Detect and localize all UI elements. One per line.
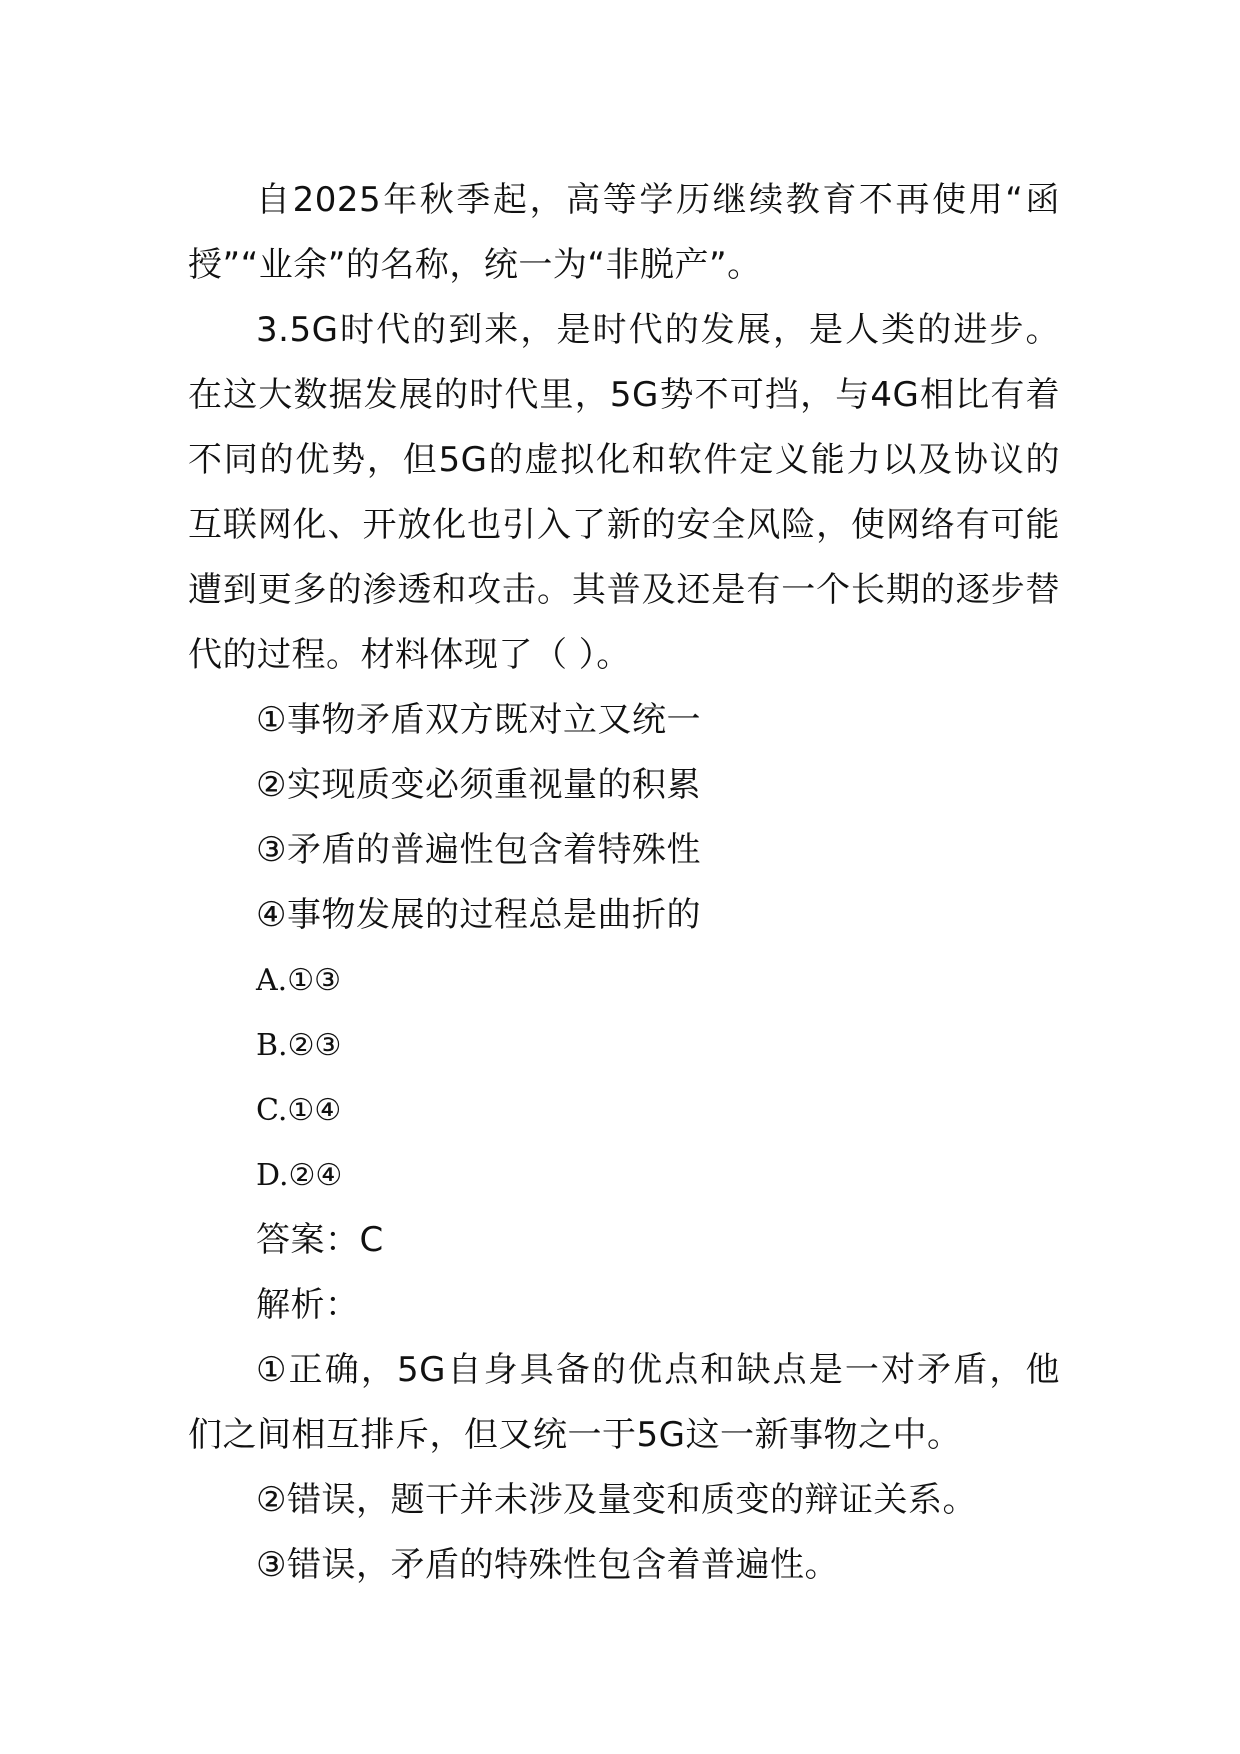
- choice-c: C.①④: [256, 1093, 342, 1128]
- intro-paragraph: 自2025年秋季起，高等学历继续教育不再使用“函授”“业余”的名称，统一为“非脱产”。: [188, 180, 1060, 285]
- statement-4: ④事物发展的过程总是曲折的: [256, 895, 701, 935]
- statement-2: ②实现质变必须重视量的积累: [256, 765, 701, 805]
- analysis-item-2: ②错误，题干并未涉及量变和质变的辩证关系。: [256, 1480, 977, 1520]
- analysis-heading: 解析：: [256, 1285, 360, 1325]
- choice-d: D.②④: [256, 1158, 343, 1193]
- question-paragraph: 3.5G时代的到来，是时代的发展，是人类的进步。在这大数据发展的时代里，5G势不可挡，与4G相比有着不同的优势，但5G的虚拟化和软件定义能力以及协议的互联网化、开放化也引入了新的安全风险，使网络有可能遭到更多的渗透和攻击。其普及还是有一个长期的逐步替代的过程。材料体现了（ ）。: [188, 310, 1060, 675]
- document-page: [188, 168, 1060, 1598]
- choice-b: B.②③: [256, 1028, 342, 1063]
- choice-a: A.①③: [256, 963, 341, 998]
- answer-line: 答案：C: [256, 1220, 384, 1260]
- analysis-item-3: ③错误，矛盾的特殊性包含着普遍性。: [256, 1545, 839, 1585]
- statement-3: ③矛盾的普遍性包含着特殊性: [256, 830, 701, 870]
- statement-1: ①事物矛盾双方既对立又统一: [256, 700, 701, 740]
- analysis-item-1: ①正确，5G自身具备的优点和缺点是一对矛盾，他们之间相互排斥，但又统一于5G这一新事物之中。: [188, 1350, 1060, 1455]
